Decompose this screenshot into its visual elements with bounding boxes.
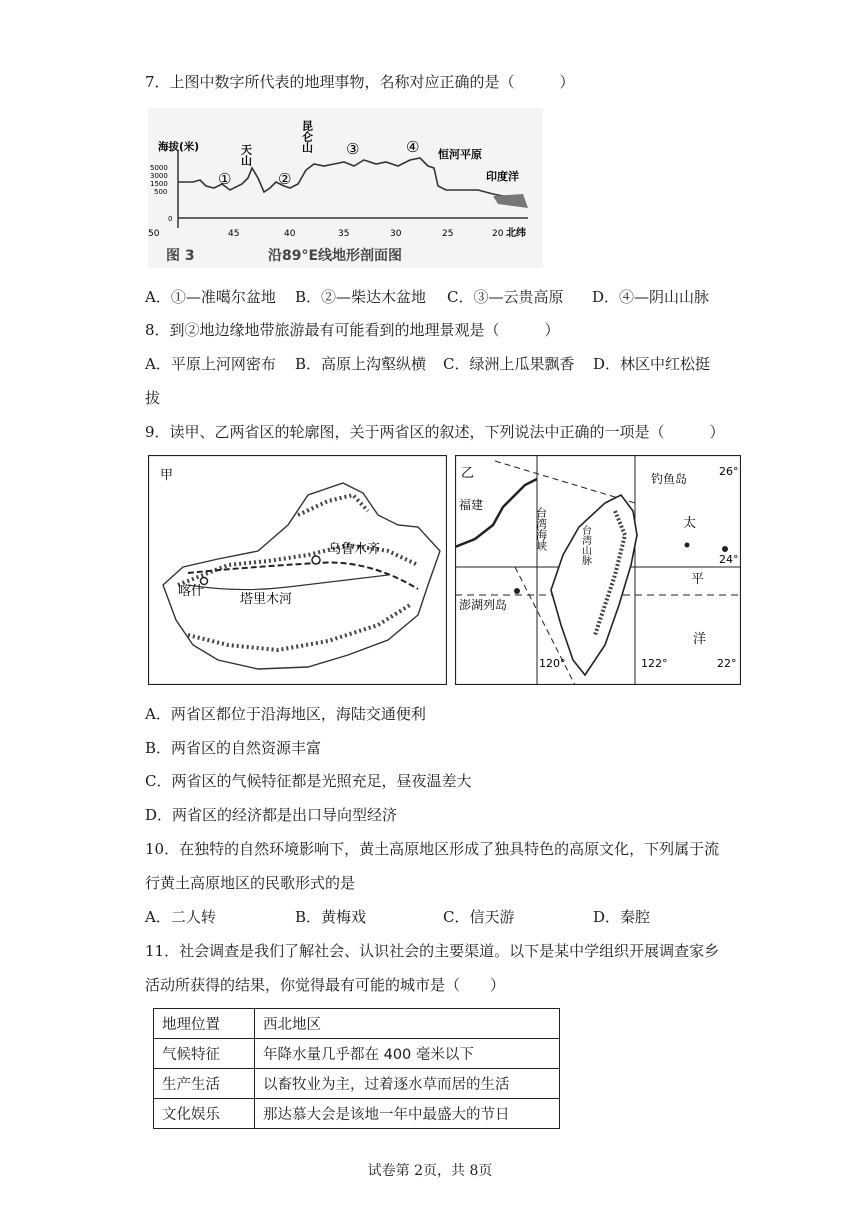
marker-1: ① (218, 170, 232, 188)
svg-text:50: 50 (148, 229, 160, 239)
svg-text:5000: 5000 (150, 164, 168, 172)
svg-text:35: 35 (338, 229, 350, 239)
table-value: 年降水量几乎都在 400 毫米以下 (255, 1039, 560, 1069)
label-indian-ocean: 印度洋 (486, 170, 519, 183)
table-value: 西北地区 (255, 1009, 560, 1039)
profile-chart (148, 108, 543, 268)
table-key: 气候特征 (154, 1039, 255, 1069)
figure-caption: 沿89°E线地形剖面图 (268, 248, 403, 264)
q7-option-d[interactable]: D．④—阴山山脉 (592, 288, 710, 306)
label-yang: 洋 (693, 632, 707, 647)
map-yi (455, 455, 741, 685)
table-key: 地理位置 (154, 1009, 255, 1039)
q8-option-b[interactable]: B．高原上沟壑纵横 (295, 355, 427, 373)
figure-number: 图 3 (166, 248, 195, 264)
q9-stem: 9．读甲、乙两省区的轮廓图，关于两省区的叙述，下列说法中正确的一项是（ ） (145, 423, 725, 441)
q7-stem: 7．上图中数字所代表的地理事物，名称对应正确的是（ ） (145, 73, 575, 91)
coord-122: 122° (641, 657, 668, 670)
coord-120: 120° (539, 657, 566, 670)
label-taiwan-mountains: 台湾山脉 (579, 525, 591, 565)
map-jia (148, 455, 447, 685)
q9-option-c[interactable]: C．两省区的气候特征都是光照充足，昼夜温差大 (145, 772, 472, 790)
svg-text:45: 45 (228, 229, 240, 239)
q11-stem-line1: 11．社会调查是我们了解社会、认识社会的主要渠道。以下是某中学组织开展调查家乡 (145, 942, 720, 960)
q8-stem: 8．到②地边缘地带旅游最有可能看到的地理景观是（ ） (145, 321, 560, 339)
table-key: 生产生活 (154, 1069, 255, 1099)
x-axis-unit: 北纬 (506, 228, 526, 239)
place-diaoyu: 钓鱼岛 (651, 472, 688, 486)
marker-4: ④ (406, 138, 420, 156)
table-value: 那达慕大会是该地一年中最盛大的节日 (255, 1099, 560, 1129)
label-ganges-plain: 恒河平原 (438, 148, 482, 161)
place-kashgar: 喀什 (178, 584, 205, 599)
urumqi-dot (312, 556, 320, 564)
label-tianshan: 天山 (239, 144, 253, 166)
survey-table (153, 1008, 560, 1129)
q7-profile-figure (148, 108, 543, 268)
svg-text:40: 40 (284, 229, 296, 239)
marker-3: ③ (346, 140, 360, 158)
svg-text:20: 20 (492, 229, 504, 239)
label-tai: 太 (683, 516, 697, 531)
table-row (154, 1039, 560, 1069)
q10-option-c[interactable]: C．信天游 (443, 908, 515, 926)
table-row (154, 1069, 560, 1099)
q10-option-a[interactable]: A．二人转 (145, 908, 216, 926)
q10-stem-line1: 10．在独特的自然环境影响下，黄土高原地区形成了独具特色的高原文化，下列属于流 (145, 840, 720, 858)
table-row (154, 1099, 560, 1129)
marker-2: ② (278, 170, 292, 188)
q10-option-b[interactable]: B．黄梅戏 (295, 908, 367, 926)
q8-option-a[interactable]: A．平原上河网密布 (145, 355, 276, 373)
coord-24: 24° (719, 553, 739, 566)
map-yi-label: 乙 (461, 466, 475, 481)
label-kunlunshan: 昆仑山 (300, 120, 314, 153)
q8-option-c[interactable]: C．绿洲上瓜果飘香 (443, 355, 575, 373)
place-tarim-river: 塔里木河 (240, 592, 293, 607)
q9-option-b[interactable]: B．两省区的自然资源丰富 (145, 739, 322, 757)
svg-text:30: 30 (390, 229, 402, 239)
q9-option-a[interactable]: A．两省区都位于沿海地区，海陆交通便利 (145, 705, 426, 723)
q7-option-a[interactable]: A．①—准噶尔盆地 (145, 288, 276, 306)
place-urumqi: 乌鲁木齐 (328, 542, 381, 557)
y-axis-label: 海拔(米) (158, 141, 200, 153)
q9-option-d[interactable]: D．两省区的经济都是出口导向型经济 (145, 806, 398, 824)
svg-text:1500: 1500 (150, 180, 168, 188)
q8-option-d-cont: 拔 (145, 389, 161, 407)
svg-text:500: 500 (154, 188, 168, 196)
page-footer: 试卷第 2页，共 8页 (367, 1163, 493, 1179)
table-value: 以畜牧业为主，过着逐水草而居的生活 (255, 1069, 560, 1099)
q7-option-b[interactable]: B．②—柴达木盆地 (295, 288, 427, 306)
q7-option-c[interactable]: C．③—云贵高原 (447, 288, 564, 306)
q11-stem-line2: 活动所获得的结果，你觉得最有可能的城市是（ ） (145, 976, 506, 994)
q8-option-d[interactable]: D．林区中红松挺 (593, 355, 711, 373)
coord-26: 26° (719, 465, 739, 478)
place-taiwan-strait: 台湾海峡 (534, 507, 548, 551)
label-ping: 平 (691, 572, 705, 587)
q10-stem-line2: 行黄土高原地区的民歌形式的是 (145, 874, 356, 892)
table-row (154, 1009, 560, 1039)
coord-22: 22° (717, 657, 737, 670)
q10-option-d[interactable]: D．秦腔 (593, 908, 651, 926)
table-key: 文化娱乐 (154, 1099, 255, 1129)
place-penghu: 澎湖列岛 (459, 598, 508, 612)
svg-text:3000: 3000 (150, 172, 168, 180)
svg-text:0: 0 (168, 215, 173, 223)
map-jia-label: 甲 (160, 468, 174, 483)
svg-text:25: 25 (442, 229, 454, 239)
place-fujian: 福建 (459, 498, 484, 512)
penghu-dot (514, 588, 520, 594)
